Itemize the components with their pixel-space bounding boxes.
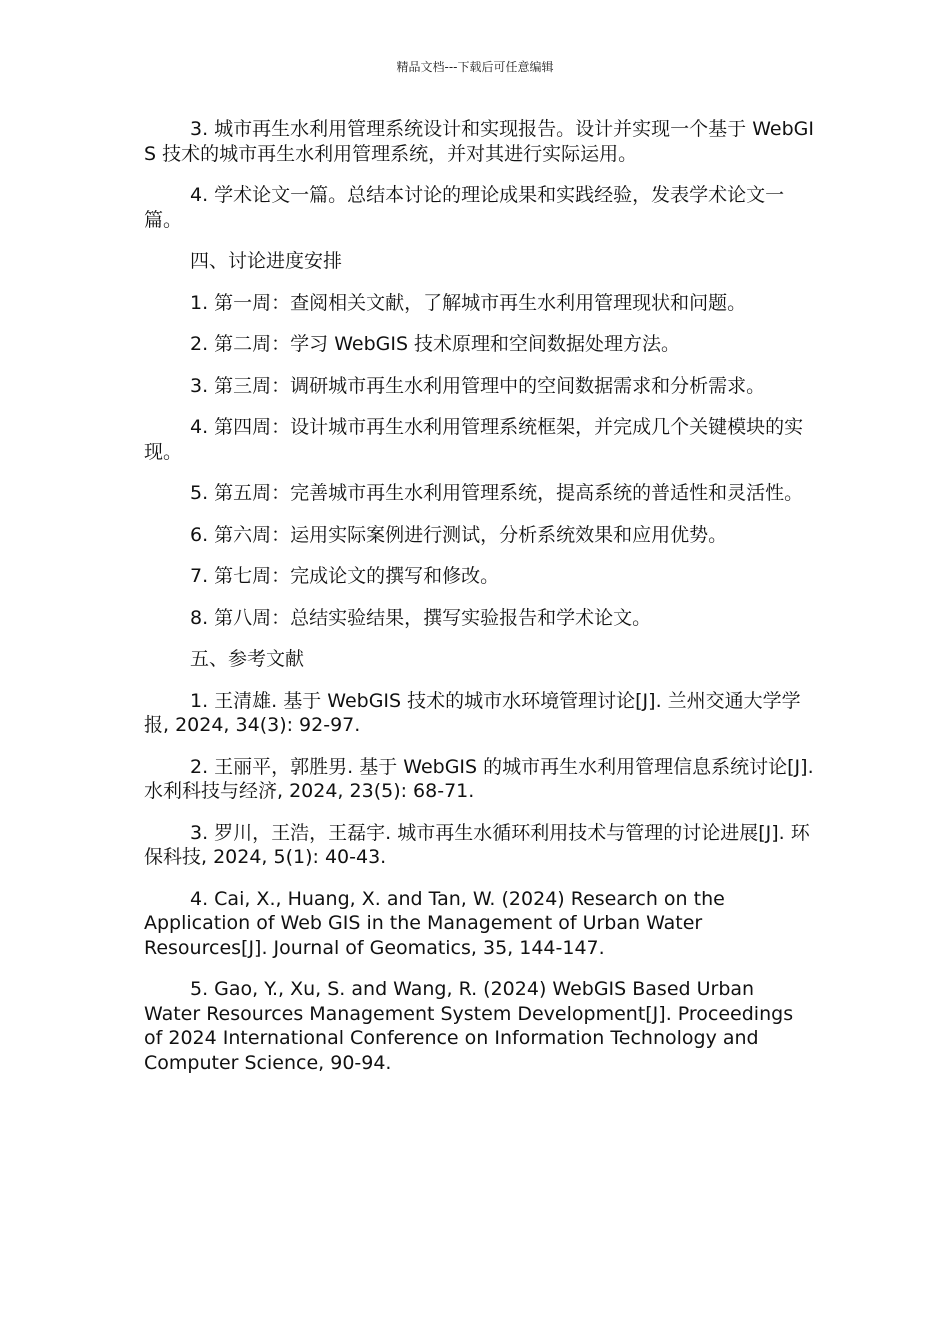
reference-4: 4. Cai, X., Huang, X. and Tan, W. (2024) Research on the Application of Web GIS in the Management of Urban Water Resources[J]. Journal of Geomatics, 35, 144-147.	[144, 887, 725, 959]
document-body	[144, 117, 816, 1092]
schedule-week-5: 5. 第五周：完善城市再生水利用管理系统，提高系统的普适性和灵活性。	[190, 482, 804, 504]
schedule-week-8: 8. 第八周：总结实验结果，撰写实验报告和学术论文。	[190, 606, 652, 629]
reference-5: 5. Gao, Y., Xu, S. and Wang, R. (2024) WebGIS Based Urban Water Resources Management System Development[J]. Proceedings of 2024 International Conference on Information Technology and Computer Science, 90-94.	[144, 978, 794, 1074]
schedule-week-7: 7. 第七周：完成论文的撰写和修改。	[190, 565, 500, 587]
reference-2: 2. 王丽平，郭胜男. 基于 WebGIS 的城市再生水利用管理信息系统讨论[J]. 水利科技与经济, 2024, 23(5): 68-71.	[144, 755, 814, 802]
section-heading-references: 五、参考文献	[190, 648, 305, 670]
page-header: 精品文档---下载后可任意编辑	[396, 60, 554, 74]
schedule-week-1: 1. 第一周：查阅相关文献，了解城市再生水利用管理现状和问题。	[190, 291, 747, 314]
schedule-week-2: 2. 第二周：学习 WebGIS 技术原理和空间数据处理方法。	[190, 333, 681, 355]
reference-3: 3. 罗川，王浩，王磊宇. 城市再生水循环利用技术与管理的讨论进展[J]. 环保科技, 2024, 5(1): 40-43.	[144, 821, 810, 868]
schedule-week-4: 4. 第四周：设计城市再生水利用管理系统框架，并完成几个关键模块的实现。	[144, 416, 804, 463]
reference-1: 1. 王清雄. 基于 WebGIS 技术的城市水环境管理讨论[J]. 兰州交通大学学报, 2024, 34(3): 92-97.	[144, 689, 801, 736]
paragraph-deliverable-3: 3. 城市再生水利用管理系统设计和实现报告。设计并实现一个基于 WebGIS 技术的城市再生水利用管理系统，并对其进行实际运用。	[144, 118, 814, 165]
paragraph-deliverable-4: 4. 学术论文一篇。总结本讨论的理论成果和实践经验，发表学术论文一篇。	[144, 184, 785, 231]
schedule-week-3: 3. 第三周：调研城市再生水利用管理中的空间数据需求和分析需求。	[190, 374, 766, 397]
schedule-week-6: 6. 第六周：运用实际案例进行测试，分析系统效果和应用优势。	[190, 523, 728, 546]
section-heading-schedule: 四、讨论进度安排	[190, 250, 343, 272]
